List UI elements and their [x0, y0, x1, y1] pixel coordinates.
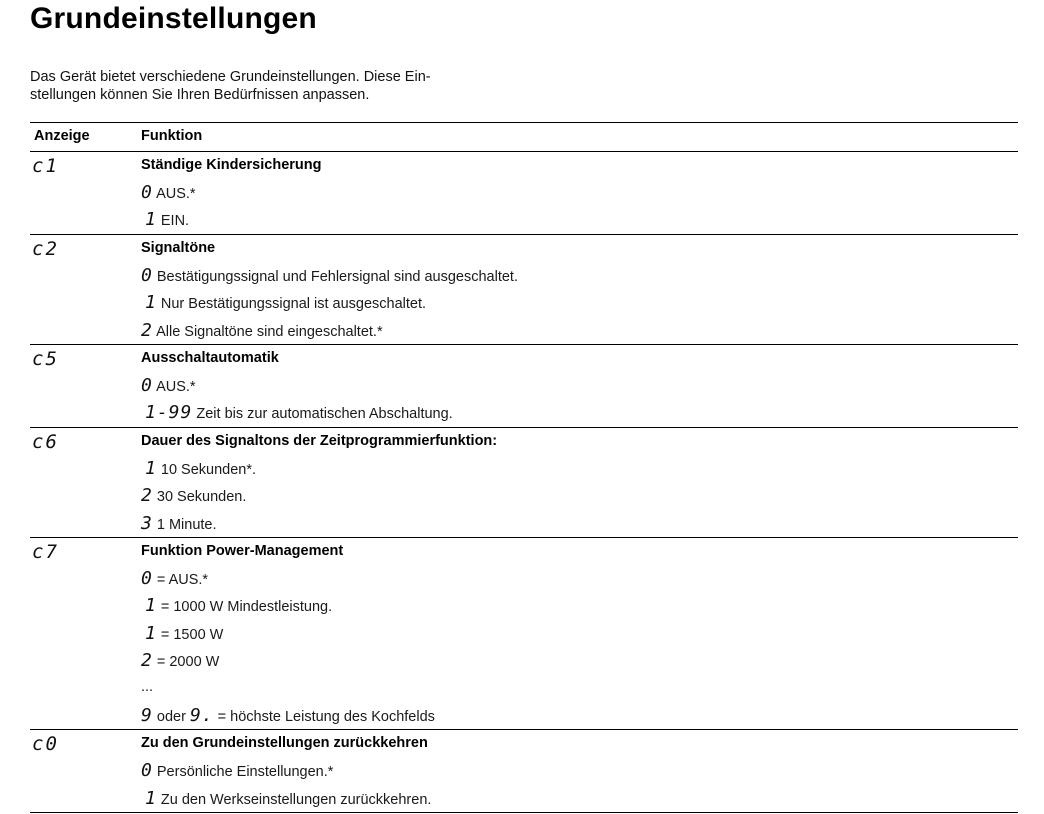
setting-title: Ständige Kindersicherung: [141, 157, 322, 173]
option-value: 3: [141, 512, 153, 534]
option-value: 0: [141, 567, 153, 589]
option-row: [141, 455, 1018, 482]
option-value: 0: [141, 264, 153, 286]
option-text: = 2000 W: [156, 654, 220, 671]
option-value: 1: [145, 787, 157, 809]
option-row: [141, 179, 1018, 206]
option-text: Alle Signaltöne sind eingeschaltet.*: [156, 323, 383, 340]
setting-title: Dauer des Signaltons der Zeitprogrammierfunktion:: [141, 432, 498, 449]
setting-title: Funktion Power-Management: [141, 542, 344, 559]
option-row: [141, 757, 1018, 784]
table-header: [30, 122, 1018, 152]
option-value: 1-99: [145, 402, 193, 424]
setting-code: c2: [32, 237, 59, 260]
option-text: ...: [141, 679, 154, 696]
option-text: AUS.*: [156, 378, 196, 395]
settings-table: [30, 122, 1018, 813]
intro-line-2: stellungen können Sie Ihren Bedürfnissen anpassen.: [30, 87, 370, 103]
option-text: Persönliche Einstellungen.*: [156, 764, 334, 781]
option-value: 1: [145, 622, 157, 644]
setting-group-c2: [30, 235, 1018, 345]
setting-title: Signaltöne: [141, 239, 216, 256]
option-row: [141, 206, 1018, 233]
option-row: [141, 785, 1018, 812]
option-text: = 1500 W: [160, 626, 224, 643]
option-text: 30 Sekunden.: [156, 489, 247, 506]
column-header-display: Anzeige: [34, 128, 90, 144]
option-value: 0: [141, 182, 153, 203]
setting-group-c0: [30, 730, 1018, 813]
option-text-alt: = höchste Leistung des Kochfelds: [217, 708, 435, 725]
option-row: [141, 289, 1018, 316]
option-value: 2: [141, 650, 153, 672]
option-value: 1: [145, 209, 157, 231]
setting-code: c0: [32, 733, 59, 756]
setting-title: Ausschaltautomatik: [141, 349, 279, 366]
option-row: [141, 702, 1018, 729]
option-row: [141, 565, 1018, 592]
option-row: [141, 620, 1018, 647]
option-row-ellipsis: [141, 674, 1018, 701]
setting-group-c6: [30, 428, 1018, 538]
option-value: 0: [141, 374, 153, 396]
option-text: = AUS.*: [156, 571, 209, 588]
option-value: 1: [145, 457, 157, 479]
option-value: 1: [145, 595, 157, 617]
intro-line-1: Das Gerät bietet verschiedene Grundeinstellungen. Diese Ein-: [30, 69, 431, 85]
setting-code: c5: [32, 347, 59, 370]
page-title: Grundeinstellungen: [30, 2, 317, 35]
option-text: Nur Bestätigungssignal ist ausgeschaltet.: [160, 296, 427, 313]
option-text: Zu den Werkseinstellungen zurückkehren.: [160, 791, 432, 808]
setting-group-c5: [30, 345, 1018, 428]
option-text: = 1000 W Mindestleistung.: [160, 599, 333, 616]
option-row: [141, 510, 1018, 537]
option-text: Zeit bis zur automatischen Abschaltung.: [196, 406, 453, 423]
setting-group-c7: [30, 538, 1018, 730]
setting-code: c6: [32, 430, 59, 453]
intro-text: [30, 68, 550, 104]
option-row: [141, 647, 1018, 674]
option-row: [141, 262, 1018, 289]
option-value-alt: 9.: [189, 704, 214, 726]
option-value: 2: [141, 485, 153, 507]
setting-group-c1: [30, 152, 1018, 235]
option-text: 1 Minute.: [156, 516, 217, 533]
option-row: [141, 372, 1018, 399]
column-header-function: Funktion: [141, 128, 203, 144]
option-text: AUS.*: [156, 186, 196, 202]
option-text: EIN.: [160, 213, 190, 230]
option-text: Bestätigungssignal und Fehlersignal sind ausgeschaltet.: [156, 268, 518, 285]
option-row: [141, 317, 1018, 344]
option-value: 0: [141, 760, 153, 782]
option-text: 10 Sekunden*.: [160, 461, 257, 478]
option-value: 9: [141, 704, 153, 726]
option-value: 2: [141, 319, 153, 341]
setting-code: c7: [32, 540, 59, 563]
option-value: 1: [145, 292, 157, 314]
option-text: oder: [156, 708, 186, 725]
option-row: [141, 399, 1018, 426]
option-row: [141, 482, 1018, 509]
setting-code: c1: [32, 155, 59, 177]
option-row: [141, 592, 1018, 619]
setting-title: Zu den Grundeinstellungen zurückkehren: [141, 735, 428, 752]
